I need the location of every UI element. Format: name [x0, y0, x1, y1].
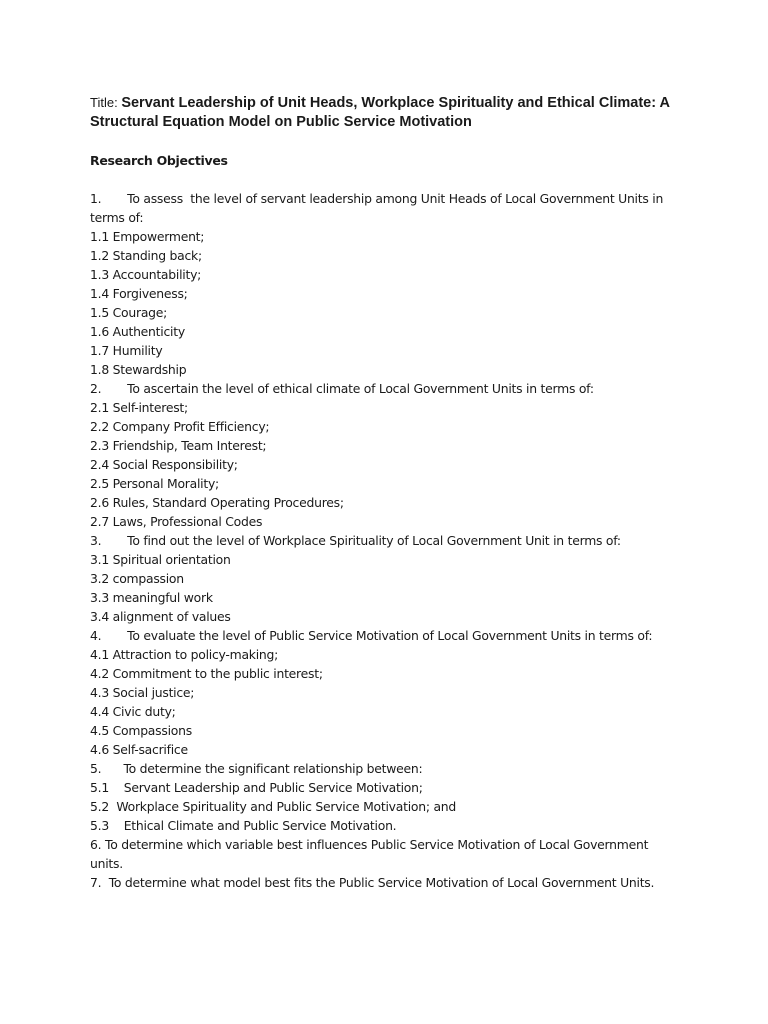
- objective-line: 1.3 Accountability;: [90, 267, 202, 282]
- objective-line: 3.3 meaningful work: [90, 590, 213, 605]
- objective-line: 6. To determine which variable best influences Public Service Motivation of Local Government units.: [90, 837, 652, 871]
- objective-line: 5.2 Workplace Spirituality and Public Service Motivation; and: [90, 799, 457, 814]
- objective-line: 1.2 Standing back;: [90, 248, 202, 263]
- objective-line: 4.1 Attraction to policy-making;: [90, 647, 279, 662]
- objective-line: 5. To determine the significant relationship between:: [90, 761, 423, 776]
- objective-line: 1.4 Forgiveness;: [90, 286, 188, 301]
- objective-line: 1.8 Stewardship: [90, 362, 187, 377]
- objective-line: 3. To find out the level of Workplace Spirituality of Local Government Unit in terms of:: [90, 533, 621, 548]
- objective-line: 2. To ascertain the level of ethical climate of Local Government Units in terms of:: [90, 381, 594, 396]
- objective-line: 2.4 Social Responsibility;: [90, 457, 238, 472]
- objective-line: 3.4 alignment of values: [90, 609, 231, 624]
- title-text: Servant Leadership of Unit Heads, Workplace Spirituality and Ethical Climate: A Structural Equation Model on Public Service Motivation: [90, 95, 670, 130]
- objective-line: 1.6 Authenticity: [90, 324, 185, 339]
- title-prefix: Title:: [90, 95, 122, 110]
- objective-line: 2.1 Self-interest;: [90, 400, 188, 415]
- objectives-list: [90, 189, 680, 892]
- objective-line: 1.7 Humility: [90, 343, 163, 358]
- objective-line: 4.2 Commitment to the public interest;: [90, 666, 323, 681]
- section-heading: Research Objectives: [90, 153, 228, 168]
- objective-line: 2.2 Company Profit Efficiency;: [90, 419, 270, 434]
- objective-line: 2.3 Friendship, Team Interest;: [90, 438, 267, 453]
- document-page: [90, 93, 680, 892]
- objective-line: 4.6 Self-sacrifice: [90, 742, 188, 757]
- objective-line: 2.6 Rules, Standard Operating Procedures;: [90, 495, 344, 510]
- objective-line: 4.3 Social justice;: [90, 685, 195, 700]
- objective-line: 5.3 Ethical Climate and Public Service Motivation.: [90, 818, 397, 833]
- objective-line: 4.5 Compassions: [90, 723, 192, 738]
- objective-line: 3.2 compassion: [90, 571, 184, 586]
- objective-line: 2.7 Laws, Professional Codes: [90, 514, 263, 529]
- objective-line: 7. To determine what model best fits the Public Service Motivation of Local Government Units.: [90, 875, 655, 890]
- objective-line: 4.4 Civic duty;: [90, 704, 176, 719]
- objective-line: 4. To evaluate the level of Public Service Motivation of Local Government Units in terms of:: [90, 628, 653, 643]
- objective-line: 5.1 Servant Leadership and Public Service Motivation;: [90, 780, 423, 795]
- objective-line: 3.1 Spiritual orientation: [90, 552, 231, 567]
- objective-line: 2.5 Personal Morality;: [90, 476, 219, 491]
- objective-line: 1.1 Empowerment;: [90, 229, 205, 244]
- document-title: [90, 93, 680, 132]
- objective-line: 1.5 Courage;: [90, 305, 168, 320]
- objective-line: 1. To assess the level of servant leadership among Unit Heads of Local Government Units in terms of:: [90, 191, 667, 225]
